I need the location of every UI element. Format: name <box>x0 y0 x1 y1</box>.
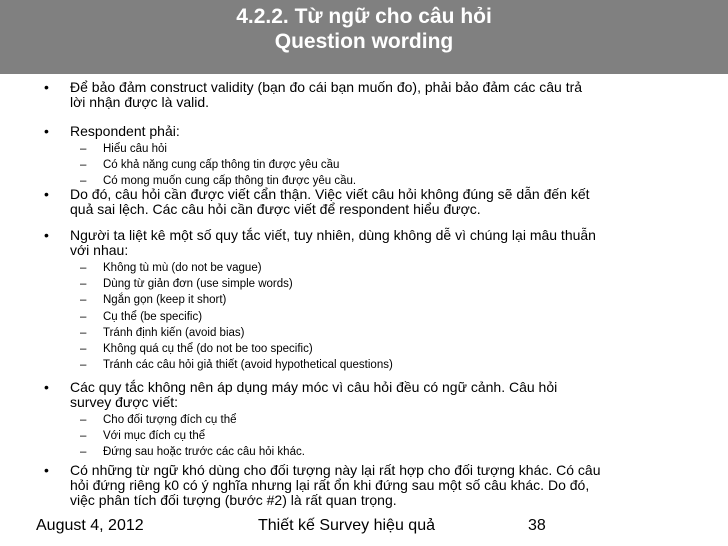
sub-bullet-text: Không tù mù (do not be vague) <box>103 262 262 274</box>
sub-bullet-marker: – <box>80 159 87 172</box>
sub-bullet-marker: – <box>80 430 87 443</box>
bullet-text: Có những từ ngữ khó dùng cho đối tượng này lại rất hợp cho đối tượng khác. Có câu <box>70 462 601 478</box>
sub-bullet-marker: – <box>80 143 87 155</box>
footer <box>0 514 728 546</box>
bullet-text: việc phân tích đối tượng (bước #2) là rất quan trọng. <box>70 492 397 508</box>
title-bar <box>0 0 728 74</box>
sub-bullet-marker: – <box>80 262 87 274</box>
sub-bullet-marker: – <box>80 446 87 459</box>
slide-title <box>0 4 728 54</box>
slide-title-line-2: Question wording <box>274 30 454 53</box>
footer-date: August 4, 2012 <box>36 517 144 534</box>
sub-bullet-text: Có mong muốn cung cấp thông tin được yêu cầu. <box>103 175 357 188</box>
footer-page-number: 38 <box>528 517 546 534</box>
bullet-marker: • <box>44 379 49 395</box>
sub-bullet-marker: – <box>80 175 87 188</box>
sub-bullet-text: Cho đối tượng đích cụ thể <box>103 414 237 426</box>
sub-bullet-text: Dùng từ giản đơn (use simple words) <box>103 278 293 291</box>
bullet-text: quả sai lệch. Các câu hỏi cần được viết để respondent hiểu được. <box>70 201 481 217</box>
bullet-text: với nhau: <box>70 242 129 258</box>
sub-bullet-text: Tránh các câu hỏi giả thiết (avoid hypothetical questions) <box>103 359 393 372</box>
bullet-marker: • <box>44 186 49 202</box>
bullet-marker: • <box>44 79 49 95</box>
slide-title-line-1: 4.2.2. Từ ngữ cho câu hỏi <box>236 5 492 28</box>
bullet-text: Để bảo đảm construct validity (bạn đo cái bạn muốn đo), phải bảo đảm các câu trả <box>70 79 583 95</box>
bullet-marker: • <box>44 227 49 243</box>
sub-bullet-marker: – <box>80 414 87 426</box>
sub-bullet-marker: – <box>80 278 87 291</box>
sub-bullet-text: Cụ thể (be specific) <box>103 310 203 323</box>
footer-title: Thiết kế Survey hiệu quả <box>258 517 435 534</box>
bullet-text: Các quy tắc không nên áp dụng máy móc vì câu hỏi đều có ngữ cảnh. Câu hỏi <box>70 379 558 395</box>
sub-bullet-marker: – <box>80 326 87 339</box>
bullet-text: Người ta liệt kê một số quy tắc viết, tuy nhiên, dùng không dễ vì chúng lại mâu thuẫn <box>70 227 596 243</box>
sub-bullet-marker: – <box>80 359 87 372</box>
sub-bullet-marker: – <box>80 294 87 307</box>
sub-bullet-marker: – <box>80 343 87 355</box>
sub-bullet-text: Ngắn gọn (keep it short) <box>103 294 227 307</box>
bullet-text: hỏi đứng riêng k0 có ý nghĩa nhưng lại rất ổn khi đứng sau một số câu khác. Do đó, <box>70 477 590 493</box>
sub-bullet-text: Không quá cụ thể (do not be too specific) <box>103 343 313 355</box>
sub-bullet-text: Với mục đích cụ thể <box>103 430 206 443</box>
sub-bullet-text: Đứng sau hoặc trước các câu hỏi khác. <box>103 446 305 459</box>
sub-bullet-text: Hiểu câu hỏi <box>103 143 167 155</box>
bullet-text: survey được viết: <box>70 394 179 410</box>
sub-bullet-marker: – <box>80 310 87 323</box>
bullet-marker: • <box>44 123 49 139</box>
bullet-text: Do đó, câu hỏi cần được viết cẩn thận. Việc viết câu hỏi không đúng sẽ dẫn đến kết <box>70 186 590 202</box>
sub-bullet-text: Có khả năng cung cấp thông tin được yêu cầu <box>103 159 340 172</box>
bullet-text: Respondent phải: <box>70 123 180 139</box>
bullet-marker: • <box>44 462 49 478</box>
bullet-text: lời nhận được là valid. <box>70 94 210 110</box>
sub-bullet-text: Tránh định kiến (avoid bias) <box>103 326 245 339</box>
